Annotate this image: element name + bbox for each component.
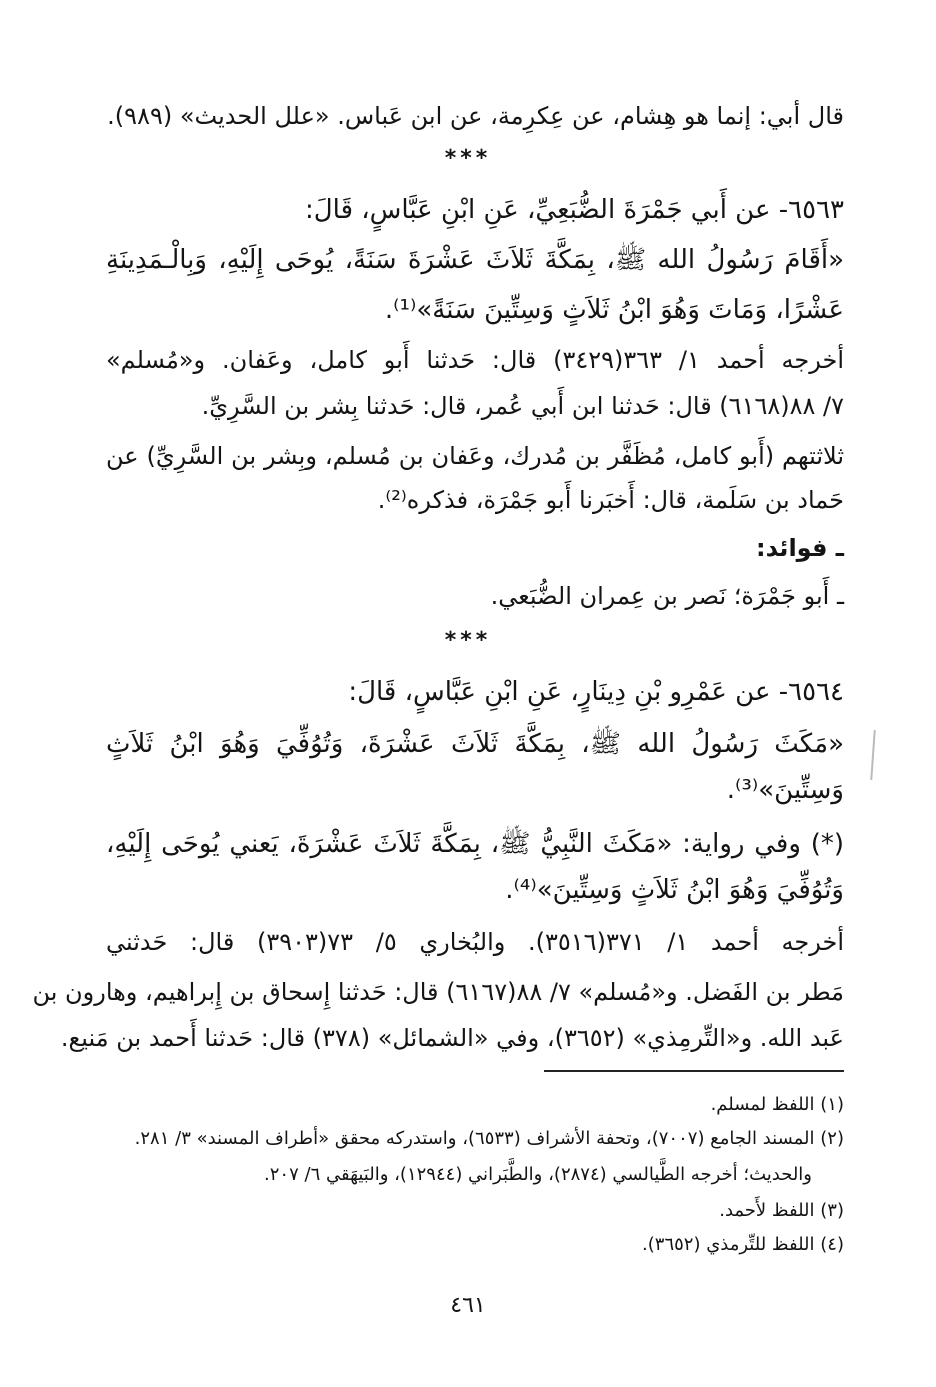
margin-pencil-mark xyxy=(870,730,875,780)
footnote-2: (٢) المسند الجامع (٧٠٠٧)، وتحفة الأشراف (٦٥٣٣)، واستدركه محقق «أطراف المسند» ٣/ ٢٨١. xyxy=(134,1128,844,1149)
fawaid-item: ـ أَبو جَمْرَة؛ نَصر بن عِمران الضُّبَعي. xyxy=(490,582,844,610)
separator-stars-2: *** xyxy=(444,628,492,653)
hadith-6564-text-2: وَسِتِّينَ»⁽³⁾. xyxy=(726,775,844,805)
hadith-6563-heading: ٦٥٦٣- عن أَبي جَمْرَةَ الضُّبَعِيِّ، عَنِ ابْنِ عَبَّاسٍ، قَالَ: xyxy=(305,195,844,225)
footnote-3: (٣) اللفظ لأَحمد. xyxy=(719,1200,844,1221)
hadith-6563-text-1: «أَقَامَ رَسُولُ الله ﷺ، بِمَكَّةَ ثَلاَثَ عَشْرَةَ سَنَةً، يُوحَى إِلَيْهِ، وَبِالْـمَدِينَةِ xyxy=(106,245,844,275)
footnote-2-continued: والحديث؛ أخرجه الطَّيالسي (٢٨٧٤)، والطَّبَراني (١٢٩٤٤)، والبَيهَقي ٦/ ٢٠٧. xyxy=(264,1164,812,1185)
takhrij-6564-line-3: عَبد الله. و«التِّرمِذي» (٣٦٥٢)، وفي «الشمائل» (٣٧٨) قال: حَدثنا أَحمد بن مَنيع. xyxy=(60,1024,844,1052)
riwaya-text-2: وَتُوُفِّيَ وَهُوَ ابْنُ ثَلاَثٍ وَسِتِّينَ»⁽⁴⁾. xyxy=(505,875,844,905)
takhrij-6563-line-1: أخرجه أحمد ١/ ٣٦٣(٣٤٢٩) قال: حَدثنا أَبو كامل، وعَفان. و«مُسلم» xyxy=(106,346,844,374)
footnote-divider xyxy=(544,1070,844,1072)
takhrij-6564-line-2: مَطر بن الفَضل. و«مُسلم» ٧/ ٨٨(٦١٦٧) قال: حَدثنا إِسحاق بن إِبراهيم، وهارون بن xyxy=(32,978,844,1006)
takhrij-6563-line-2: ٧/ ٨٨(٦١٦٨) قال: حَدثنا ابن أَبي عُمر، قال: حَدثنا بِشر بن السَّرِيِّ. xyxy=(201,392,844,420)
takhrij-6563-line-4: حَماد بن سَلَمة، قال: أَخبَرنا أَبو جَمْرَة، فذكره⁽²⁾. xyxy=(377,486,844,514)
takhrij-6563-line-3: ثلاثتهم (أَبو كامل، مُظَفَّر بن مُدرك، وعَفان بن مُسلم، وبِشر بن السَّرِيِّ) عن xyxy=(106,442,844,470)
fawaid-heading: ـ فوائد: xyxy=(755,534,844,562)
text-line-1: قال أبي: إنما هو هِشام، عن عِكرِمة، عن ابن عَباس. «علل الحديث» (٩٨٩). xyxy=(107,102,844,130)
separator-stars-1: *** xyxy=(444,146,492,171)
footnote-1: (١) اللفظ لمسلم. xyxy=(710,1094,844,1115)
hadith-6563-text-2: عَشْرًا، وَمَاتَ وَهُوَ ابْنُ ثَلاَثٍ وَسِتِّينَ سَنَةً»⁽¹⁾. xyxy=(384,295,844,325)
hadith-6564-heading: ٦٥٦٤- عن عَمْرِو بْنِ دِينَارٍ، عَنِ ابْنِ عَبَّاسٍ، قَالَ: xyxy=(348,677,844,707)
takhrij-6564-line-1: أخرجه أحمد ١/ ٣٧١(٣٥١٦). والبُخاري ٥/ ٧٣(٣٩٠٣) قال: حَدثني xyxy=(106,928,844,956)
footnote-4: (٤) اللفظ للتِّرمذي (٣٦٥٢). xyxy=(642,1234,844,1255)
hadith-6564-text-1: «مَكَثَ رَسُولُ الله ﷺ، بِمَكَّةَ ثَلاَثَ عَشْرَةَ، وَتُوُفِّيَ وَهُوَ ابْنُ ثَلاَثٍ xyxy=(106,729,844,759)
page-number: ٤٦١ xyxy=(450,1293,486,1318)
riwaya-text-1: (*) وفي رواية: «مَكَثَ النَّبِيُّ ﷺ، بِمَكَّةَ ثَلاَثَ عَشْرَةَ، يَعني يُوحَى إِلَيْهِ، xyxy=(106,829,844,859)
